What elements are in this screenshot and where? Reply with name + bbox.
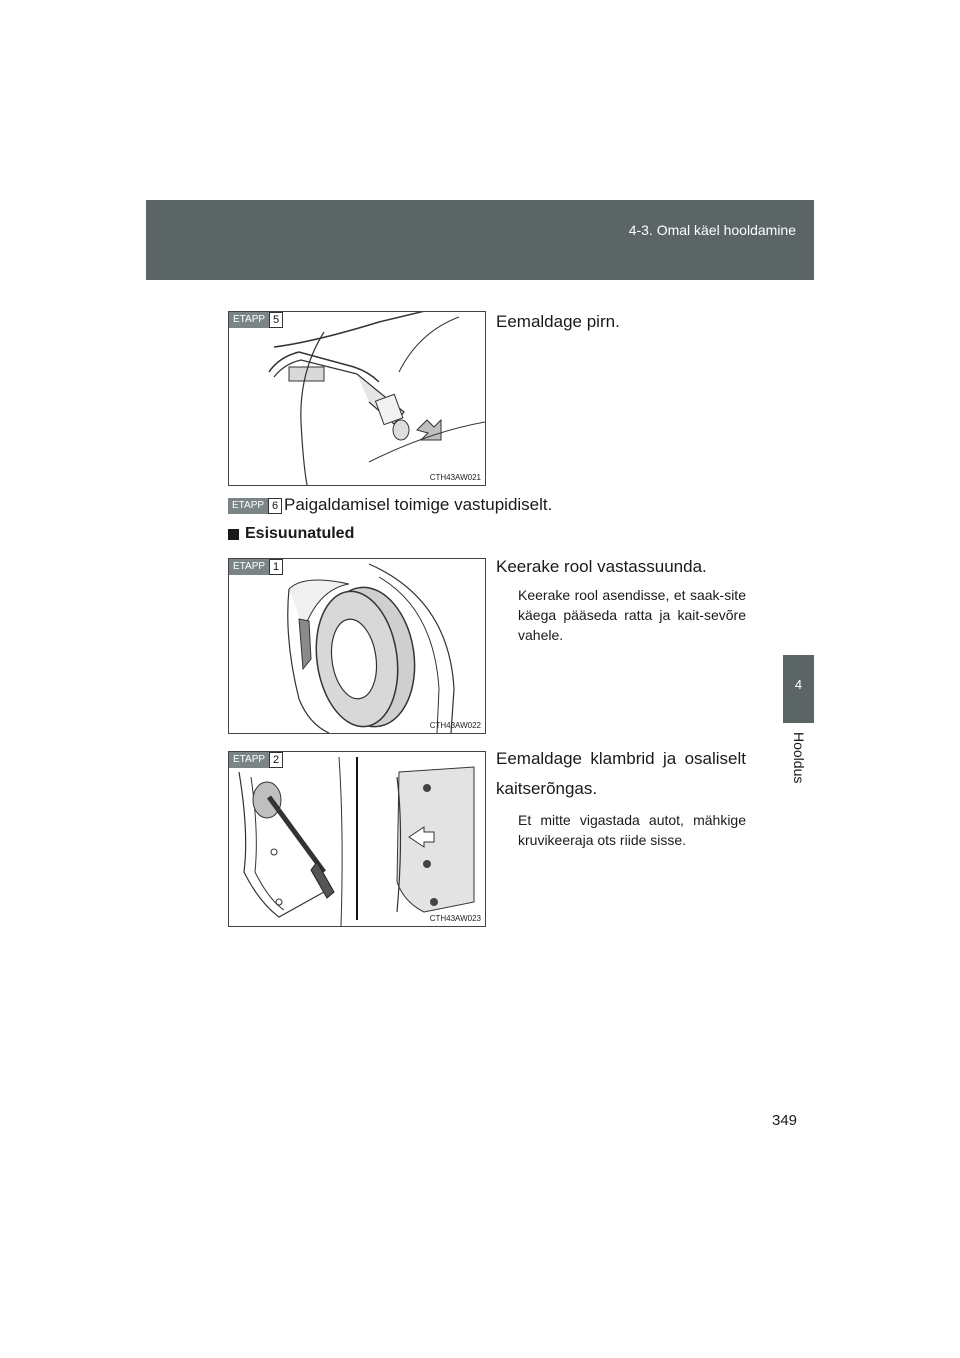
figure-code: CTH43AW021 xyxy=(429,473,481,482)
step-6-badge xyxy=(228,498,282,514)
clips-illustration xyxy=(229,752,485,926)
step-badge-word: ETAPP xyxy=(229,559,269,575)
step-badge-number: 5 xyxy=(269,312,283,328)
chapter-number: 4 xyxy=(794,677,803,692)
section-title: Esisuunatuled xyxy=(245,525,355,542)
chapter-label-text: Hooldus xyxy=(791,732,807,784)
step-badge-word: ETAPP xyxy=(229,312,269,328)
step-badge xyxy=(229,752,283,768)
step-badge-number: 2 xyxy=(269,752,283,768)
wheel-illustration xyxy=(229,559,485,733)
step-2-title: Eemaldage klambrid ja osaliselt kaitserõngas. xyxy=(496,749,746,798)
step-badge-number: 1 xyxy=(269,559,283,575)
step-badge xyxy=(229,559,283,575)
page-header xyxy=(146,200,814,280)
section-heading xyxy=(228,525,354,543)
step-badge-word: ETAPP xyxy=(228,498,268,514)
page-number: 349 xyxy=(772,1112,798,1129)
figure-remove-bulb xyxy=(228,311,486,486)
step-badge-number: 6 xyxy=(268,498,282,514)
figure-remove-clips xyxy=(228,751,486,927)
figure-code: CTH43AW022 xyxy=(429,721,481,730)
step-badge xyxy=(229,312,283,328)
header-title: 4-3. Omal käel hooldamine xyxy=(628,222,796,238)
step-1-title: Keerake rool vastassuunda. xyxy=(496,557,707,576)
step-badge-word: ETAPP xyxy=(229,752,269,768)
figure-code: CTH43AW023 xyxy=(429,914,481,923)
section-bullet-icon xyxy=(228,529,239,540)
step-5-title: Eemaldage pirn. xyxy=(496,312,620,331)
step-6-text: Paigaldamisel toimige vastupidiselt. xyxy=(284,495,553,514)
figure-turn-wheel xyxy=(228,558,486,734)
bulb-illustration xyxy=(229,312,485,485)
chapter-label xyxy=(784,732,814,792)
step-2-desc: Et mitte vigastada autot, mähkige kruvikeeraja ots riide sisse. xyxy=(518,812,746,848)
step-1-desc: Keerake rool asendisse, et saak-site käega pääseda ratta ja kait-sevõre vahele. xyxy=(518,587,746,643)
chapter-tab[interactable] xyxy=(783,655,814,723)
